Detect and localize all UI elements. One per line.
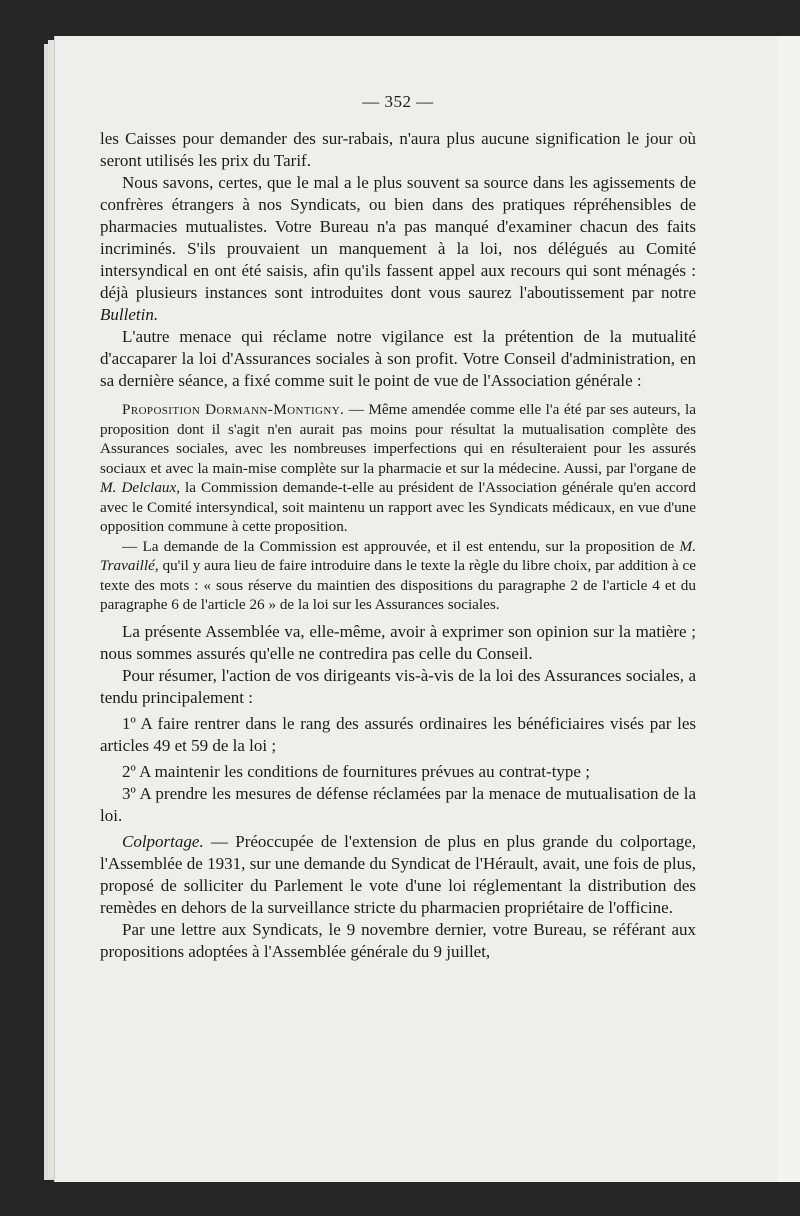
paragraph-text: — Même amendée comme elle l'a été par ses auteurs, la proposition dont il s'agit n'en aurait pas moins pour résultat la mutualisation complète des Assurances sociales, avec les nombreuses imperfections qui en résulteraient pour les assurés sociaux et avec la main-mise complète sur la pharmacie et sur la médecine. Aussi, par l'organe de — [100, 401, 697, 477]
list-item: 3º A prendre les mesures de défense réclamées par la menace de mutualisation de la loi. — [100, 783, 696, 825]
paragraph: L'autre menace qui réclame notre vigilance est la prétention de la mutualité d'accaparer la loi d'Assurances sociales à son profit. Votre Conseil d'administration, en sa dernière séance, a fixé comme suit le point de vue de l'Association générale : — [100, 327, 696, 390]
body-lower — [100, 621, 696, 963]
paragraph — [100, 831, 696, 919]
paragraph — [100, 172, 696, 326]
page-number: — 352 — — [362, 92, 434, 111]
paragraph — [100, 537, 696, 615]
body-upper — [100, 128, 696, 392]
proposition-heading: Proposition Dormann-Montigny. — [122, 401, 345, 418]
resolution-block — [100, 400, 696, 615]
paragraph-text: Nous savons, certes, que le mal a le plus souvent sa source dans les agissements de confrères étrangers à nos Syndicats, ou bien dans des pratiques répréhensibles de pharmacies mutualistes. Votre Bureau n'a pas manqué d'examiner chacun des faits incriminés. S'ils prouvaient un manquement à la loi, nos délégués au Comité intersyndical en ont été saisis, afin qu'ils fassent appel aux recours qui sont ménagés : déjà plusieurs instances sont introduites dont vous saurez l'aboutissement par notre — [100, 173, 696, 302]
paragraph-text: , qu'il y aura lieu de faire introduire dans le texte la règle du libre choix, par addition à ce texte des mots : « sous réserve du maintien des dispositions du paragraphe 2 de l'article 4 et du paragraphe 6 de l'article 26 » de la loi sur les Assurances sociales. — [100, 557, 696, 613]
paragraph: La présente Assemblée va, elle-même, avoir à exprimer son opinion sur la matière ; nous sommes assurés qu'elle ne contredira pas celle du Conseil. — [100, 621, 696, 663]
paragraph-text: — La demande de la Commission est approuvée, et il est entendu, sur la proposition de — [122, 537, 680, 555]
paragraph: Pour résumer, l'action de vos dirigeants vis-à-vis de la loi des Assurances sociales, a tendu principalement : — [100, 665, 696, 707]
paragraph — [100, 400, 696, 537]
list-item: 1º A faire rentrer dans le rang des assurés ordinaires les bénéficiaires visés par les articles 49 et 59 de la loi ; — [100, 713, 696, 755]
page-text — [100, 92, 696, 963]
name-italic: M. Travaillé — [100, 537, 696, 574]
list-item: 2º A maintenir les conditions de fournitures prévues au contrat-type ; — [122, 761, 590, 781]
paragraph: Par une lettre aux Syndicats, le 9 novembre dernier, votre Bureau, se référant aux propositions adoptées à l'Assemblée générale du 9 juillet, — [100, 919, 696, 961]
facing-page-edge — [778, 36, 800, 1182]
paragraph-text: , la Commission demande-t-elle au président de l'Association générale qu'en accord avec le Comité intersyndical, soit maintenu un rapport avec les Syndicats médicaux, en vue d'une opposition commune à cette proposition. — [100, 479, 696, 535]
section-heading-italic: Colportage. — [122, 831, 204, 851]
paragraph: les Caisses pour demander des sur-rabais, n'aura plus aucune signification le jour où seront utilisés les prix du Tarif. — [100, 129, 696, 170]
bulletin-italic: Bulletin. — [100, 305, 159, 324]
paragraph-text: — Préoccupée de l'extension de plus en plus grande du colportage, l'Assemblée de 1931, sur une demande du Syndicat de l'Hérault, avait, une fois de plus, proposé de solliciter du Parlement le vote d'une loi réglementant la distribution des remèdes en dehors de la surveillance stricte du pharmacien propriétaire de l'officine. — [100, 831, 696, 917]
name-italic: M. Delclaux — [100, 479, 177, 496]
